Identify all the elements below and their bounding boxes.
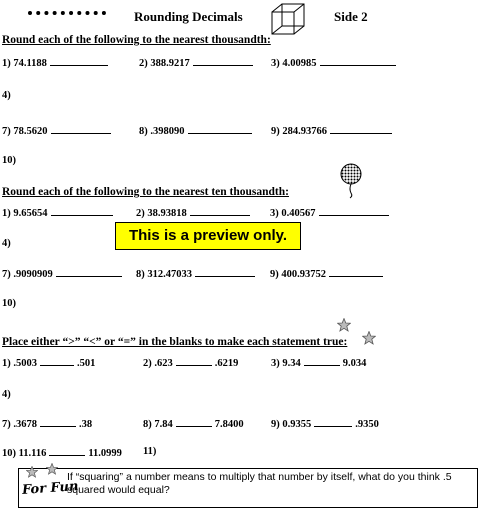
s3-q8: 8) 7.84 7.8400 [143,419,244,430]
s1-q7: 7) 78.5620 [2,124,111,137]
s1-q3: 3) 4.00985 [271,56,396,69]
s3-q3: 3) 9.34 9.034 [271,358,367,369]
star-icon [337,318,351,332]
section1-heading: Round each of the following to the nearest thousandth: [2,34,271,46]
s2-q1: 1) 9.65654 [2,206,113,219]
s2-q10: 10) [2,298,16,309]
s2-q7: 7) .9090909 [2,267,122,280]
star-icon [26,466,38,478]
s2-q3: 3) 0.40567 [270,206,389,219]
balloon-icon [338,163,364,199]
s3-q4: 4) [2,389,11,400]
s2-q8: 8) 312.47033 [136,267,255,280]
s3-q7: 7) .3678 .38 [2,419,93,430]
s2-q2: 2) 38.93818 [136,206,250,219]
s3-q2: 2) .623 .6219 [143,358,239,369]
page-title: Rounding Decimals [134,9,243,24]
star-icon [46,463,58,475]
s2-q9: 9) 400.93752 [270,267,383,280]
s2-q4: 4) [2,238,11,249]
for-fun-question: If “squaring” a number means to multiply that number by itself, what do you think .5 squared would equal? [67,471,452,496]
dotted-line-decoration [28,11,106,20]
s3-q9: 9) 0.9355 .9350 [271,419,379,430]
s3-q10: 10) 11.116 11.0999 [2,448,122,459]
s3-q11: 11) [143,446,157,457]
s1-q1: 1) 74.1188 [2,56,108,69]
preview-banner: This is a preview only. [115,222,301,250]
s1-q9: 9) 284.93766 [271,124,392,137]
s1-q2: 2) 388.9217 [139,56,253,69]
cube-icon [270,2,306,36]
s1-q8: 8) .398090 [139,124,252,137]
s3-q1: 1) .5003 .501 [2,358,96,369]
page-side-label: Side 2 [334,9,368,24]
star-icon [362,331,376,345]
section2-heading: Round each of the following to the nearest ten thousandth: [2,186,289,198]
section3-heading: Place either “>” “<” or “=” in the blanks to make each statement true: [2,336,348,348]
for-fun-label: For Fun [21,479,79,498]
s1-q10: 10) [2,155,16,166]
s1-q4: 4) [2,90,11,101]
